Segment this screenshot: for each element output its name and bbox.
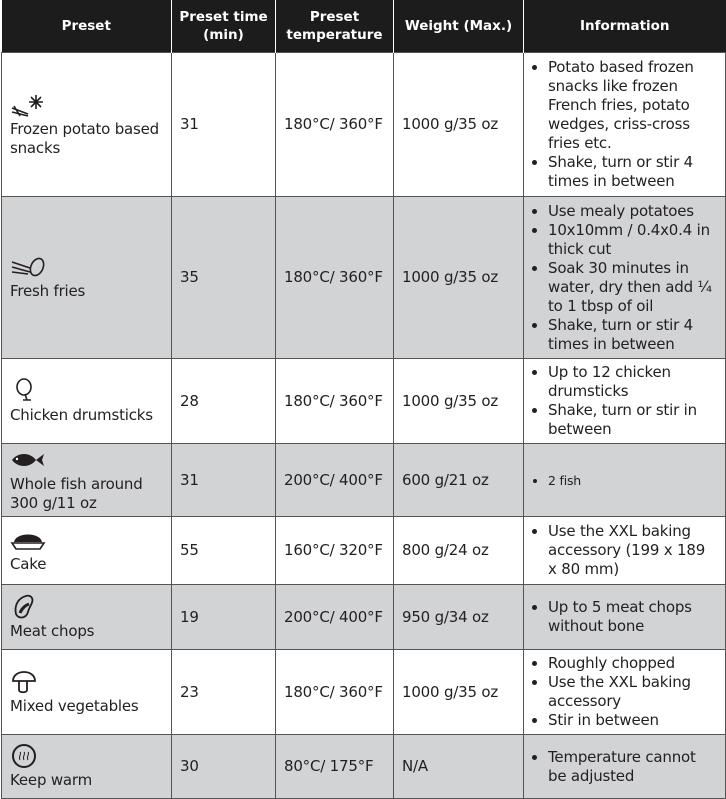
header-preset: Preset bbox=[2, 0, 172, 53]
time-cell: 30 bbox=[172, 735, 276, 799]
preset-cell bbox=[2, 359, 172, 444]
table-row bbox=[2, 197, 726, 359]
temperature-cell: 180°C/ 360°F bbox=[276, 197, 394, 359]
info-item: • Shake, turn or stir in between bbox=[548, 401, 717, 439]
weight-cell: 1000 g/35 oz bbox=[394, 197, 524, 359]
info-item: • Stir in between bbox=[548, 711, 717, 730]
time-cell: 28 bbox=[172, 359, 276, 444]
info-item: • Roughly chopped bbox=[548, 654, 717, 673]
info-item: • 10x10mm / 0.4x0.4 in thick cut bbox=[548, 221, 717, 259]
info-item: • Shake, turn or stir 4 times in between bbox=[548, 153, 717, 191]
table-row bbox=[2, 735, 726, 799]
info-item: • Potato based frozen snacks like frozen French fries, potato wedges, criss-cross fries etc. bbox=[548, 58, 717, 153]
information-cell bbox=[524, 650, 726, 735]
preset-name: Cake bbox=[10, 555, 47, 573]
weight-cell: 950 g/34 oz bbox=[394, 585, 524, 650]
information-cell bbox=[524, 359, 726, 444]
preset-cell bbox=[2, 444, 172, 517]
weight-cell: 1000 g/35 oz bbox=[394, 53, 524, 197]
table-row bbox=[2, 359, 726, 444]
info-item: • Soak 30 minutes in water, dry then add ¼ to 1 tbsp of oil bbox=[548, 259, 717, 316]
presets-table bbox=[1, 0, 726, 799]
table-row bbox=[2, 444, 726, 517]
info-item: • Temperature cannot be adjusted bbox=[548, 748, 717, 786]
header-preset-time: Preset time (min) bbox=[172, 0, 276, 53]
table-row bbox=[2, 53, 726, 197]
info-item: • Up to 12 chicken drumsticks bbox=[548, 363, 717, 401]
weight-cell: 1000 g/35 oz bbox=[394, 650, 524, 735]
table-row bbox=[2, 517, 726, 585]
weight-cell: 1000 g/35 oz bbox=[394, 359, 524, 444]
preset-cell bbox=[2, 650, 172, 735]
table-row bbox=[2, 585, 726, 650]
preset-name: Frozen potato based snacks bbox=[10, 119, 160, 157]
time-cell: 19 bbox=[172, 585, 276, 650]
header-information: Information bbox=[524, 0, 726, 53]
preset-cell bbox=[2, 735, 172, 799]
preset-name: Meat chops bbox=[10, 621, 95, 640]
time-cell: 35 bbox=[172, 197, 276, 359]
info-item: • Use the XXL baking accessory (199 x 189 x 80 mm) bbox=[548, 522, 717, 579]
preset-name: Whole fish around 300 g/11 oz bbox=[10, 475, 143, 512]
information-cell bbox=[524, 517, 726, 585]
preset-cell bbox=[2, 53, 172, 197]
temperature-cell: 80°C/ 175°F bbox=[276, 735, 394, 799]
weight-cell: 800 g/24 oz bbox=[394, 517, 524, 585]
info-item: • Up to 5 meat chops without bone bbox=[548, 598, 717, 636]
cake-icon bbox=[10, 527, 46, 553]
weight-cell: N/A bbox=[394, 735, 524, 799]
mushroom-icon bbox=[10, 669, 46, 695]
table-row bbox=[2, 650, 726, 735]
preset-cell bbox=[2, 197, 172, 359]
preset-name: Fresh fries bbox=[10, 282, 86, 300]
info-item: • Use the XXL baking accessory bbox=[548, 673, 717, 711]
time-cell: 55 bbox=[172, 517, 276, 585]
preset-cell bbox=[2, 585, 172, 650]
temperature-cell: 200°C/ 400°F bbox=[276, 585, 394, 650]
meat-chop-icon bbox=[10, 594, 46, 620]
information-cell bbox=[524, 735, 726, 799]
fresh-fries-icon bbox=[10, 254, 46, 280]
temperature-cell: 180°C/ 360°F bbox=[276, 650, 394, 735]
fish-icon bbox=[10, 447, 46, 473]
preset-cell bbox=[2, 517, 172, 585]
information-cell bbox=[524, 585, 726, 650]
header-weight: Weight (Max.) bbox=[394, 0, 524, 53]
temperature-cell: 180°C/ 360°F bbox=[276, 53, 394, 197]
weight-cell: 600 g/21 oz bbox=[394, 444, 524, 517]
preset-name: Mixed vegetables bbox=[10, 696, 139, 715]
temperature-cell: 180°C/ 360°F bbox=[276, 359, 394, 444]
header-row bbox=[2, 0, 726, 53]
frozen-snacks-icon bbox=[10, 92, 46, 118]
information-cell bbox=[524, 197, 726, 359]
information-cell bbox=[524, 444, 726, 517]
information-cell bbox=[524, 53, 726, 197]
info-item: • 2 fish bbox=[548, 471, 717, 490]
info-item: • Shake, turn or stir 4 times in between bbox=[548, 316, 717, 354]
preset-name: Keep warm bbox=[10, 771, 93, 789]
time-cell: 31 bbox=[172, 53, 276, 197]
info-item: • Use mealy potatoes bbox=[548, 202, 717, 221]
temperature-cell: 200°C/ 400°F bbox=[276, 444, 394, 517]
preset-name: Chicken drumsticks bbox=[10, 405, 153, 424]
temperature-cell: 160°C/ 320°F bbox=[276, 517, 394, 585]
time-cell: 31 bbox=[172, 444, 276, 517]
keep-warm-icon bbox=[10, 743, 46, 769]
time-cell: 23 bbox=[172, 650, 276, 735]
header-preset-temperature: Preset temperature bbox=[276, 0, 394, 53]
drumstick-icon bbox=[10, 378, 46, 404]
